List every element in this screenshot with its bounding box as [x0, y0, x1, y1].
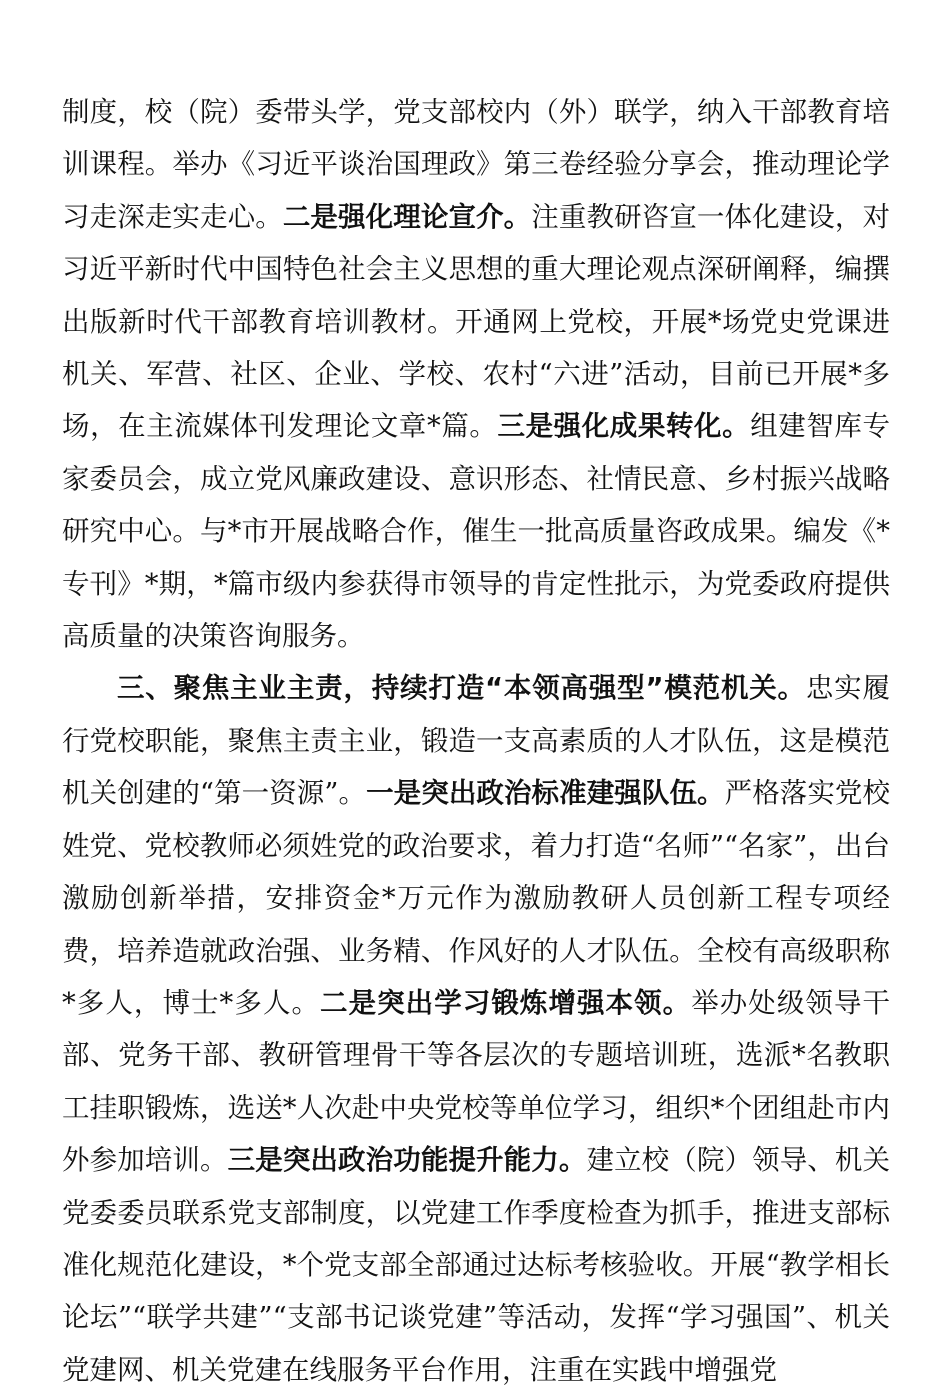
subheading-learning-training: 二是突出学习锻炼增强本领。: [320, 986, 692, 1019]
document-page: [62, 86, 890, 1396]
subheading-political-function: 三是突出政治功能提升能力。: [227, 1144, 587, 1177]
paragraph-continuation: [62, 86, 890, 662]
text-run: 举办处级领导干部、党务干部、教研管理骨干等各层次的专题培训班，选派*名教职工挂职锻炼，选送*人次赴中央党校等单位学习，组织*个团组赴市内外参加培训。: [62, 986, 891, 1177]
text-run: 严格落实党校姓党、党校教师必须姓党的政治要求，着力打造“名师”“名家”，出台激励创新举措，安排资金*万元作为激励教研人员创新工程专项经费，培养造就政治强、业务精、作风好的人才队伍。全校有高级职称*多人，博士*多人。: [62, 777, 891, 1019]
text-run: 组建智库专家委员会，成立党风廉政建设、意识形态、社情民意、乡村振兴战略研究中心。与*市开展战略合作，催生一批高质量咨政成果。编发《*专刊》*期，*篇市级内参获得市领导的肯定性批示，为党委政府提供高质量的决策咨询服务。: [62, 410, 891, 653]
text-run: 注重教研咨宣一体化建设，对习近平新时代中国特色社会主义思想的重大理论观点深研阐释，编撰出版新时代干部教育培训教材。开通网上党校，开展*场党史党课进机关、军营、社区、企业、学校、农村“六进”活动，目前已开展*多场，在主流媒体刊发理论文章*篇。: [62, 200, 891, 443]
subheading-strengthen-results-transformation: 三是强化成果转化。: [497, 410, 751, 443]
section-heading-three: 三、聚焦主业主责，持续打造“本领高强型”模范机关。: [117, 672, 806, 705]
text-run: 建立校（院）领导、机关党委委员联系党支部制度，以党建工作季度检查为抓手，推进支部标准化规范化建设，*个党支部全部通过达标考核验收。开展“教学相长论坛”“联学共建”“支部书记谈党建”等活动，发挥“学习强国”、机关党建网、机关党建在线服务平台作用，注重在实践中增强党: [62, 1144, 891, 1386]
subheading-strengthen-theory-promotion: 二是强化理论宣介。: [282, 200, 532, 233]
text-run: 制度，校（院）委带头学，党支部校内（外）联学，纳入干部教育培训课程。举办《习近平谈治国理政》第三卷经验分享会，推动理论学习走深走实走心。: [62, 96, 890, 233]
paragraph-section-three: [62, 662, 890, 1396]
text-run: 忠实履行党校职能，聚焦主责主业，锻造一支高素质的人才队伍，这是模范机关创建的“第一资源”。: [62, 672, 890, 810]
subheading-political-standards: 一是突出政治标准建强队伍。: [366, 777, 725, 810]
